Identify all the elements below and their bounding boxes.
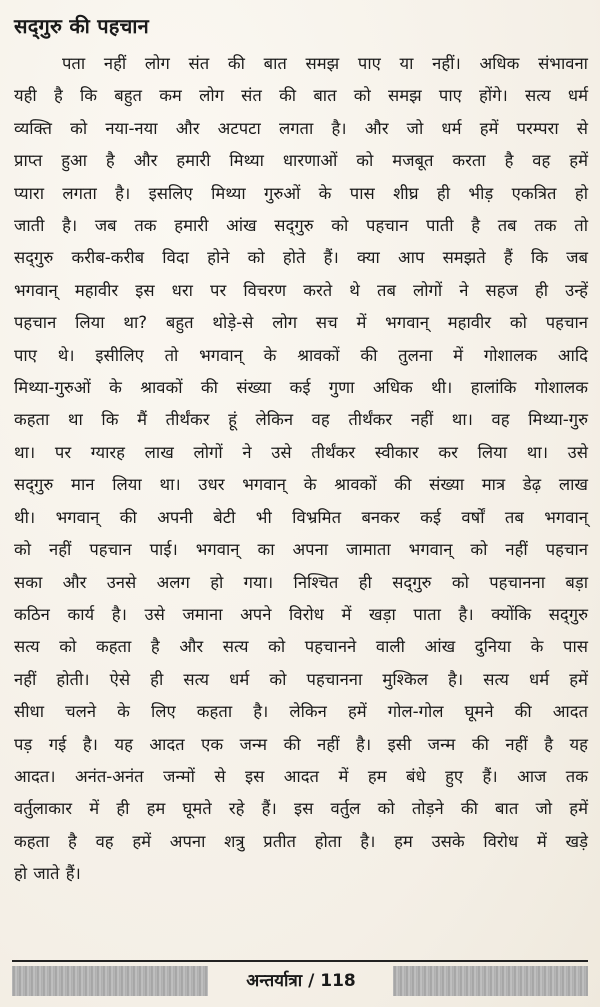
text-line: थी। भगवान् की अपनी बेटी भी विभ्रमित बनकर कई वर्षों तब भगवान् (14, 507, 588, 527)
text-line: सद्‌गुरु मान लिया था। उधर भगवान् के श्रावकों की संख्या मात्र डेढ़ लाख (14, 475, 588, 495)
text-line: पता नहीं लोग संत की बात समझ पाए या नहीं। अधिक संभावना (62, 54, 588, 73)
text-line: कहता था कि मैं तीर्थंकर हूं लेकिन वह तीर्थंकर नहीं था। वह मिथ्या-गुरु (14, 410, 588, 430)
text-line: नहीं होती। ऐसे ही सत्य धर्म को पहचानना मुश्किल है। सत्य धर्म हमें (14, 669, 588, 689)
text-line: प्यारा लगता है। इसलिए मिथ्या गुरुओं के पास शीघ्र ही भीड़ एकत्रित हो (14, 183, 588, 203)
footer-rule (12, 960, 588, 962)
text-line: सद्‌गुरु करीब-करीब विदा होने को होते हैं। क्या आप समझते हैं कि जब (14, 248, 588, 268)
text-line: मिथ्या-गुरुओं के श्रावकों की संख्या कई गुणा अधिक थी। हालांकि गोशालक (14, 378, 588, 398)
text-line: सका और उनसे अलग हो गया। निश्चित ही सद्‌गुरु को पहचानना बड़ा (14, 572, 588, 592)
text-line: सीधा चलने के लिए कहता है। लेकिन हमें गोल-गोल घूमने की आदत (14, 702, 588, 722)
footer-separator: / (308, 971, 315, 991)
text-line: पड़ गई है। यह आदत एक जन्म की नहीं है। इसी जन्म की नहीं है यह (14, 734, 588, 754)
text-line: पाए थे। इसीलिए तो भगवान् के श्रावकों की तुलना में गोशालक आदि (14, 345, 588, 365)
text-line: सत्य को कहता है और सत्य को पहचानने वाली आंख दुनिया के पास (14, 637, 588, 657)
section-heading: सद्‌गुरु की पहचान (14, 14, 149, 38)
text-line: प्राप्त हुआ है और हमारी मिथ्या धारणाओं को मजबूत करता है वह हमें (14, 151, 588, 171)
footer-band-right (393, 966, 588, 996)
text-line: आदत। अनंत-अनंत जन्मों से इस आदत में हम बंधे हुए हैं। आज तक (14, 766, 588, 786)
text-line: हो जाते हैं। (14, 864, 81, 884)
body-paragraph (14, 48, 588, 891)
text-line: था। पर ग्यारह लाख लोगों ने उसे तीर्थंकर स्वीकार कर लिया था। उसे (14, 442, 588, 462)
text-line: यही है कि बहुत कम लोग संत की बात को समझ पाए होंगे। सत्य धर्म (14, 86, 588, 106)
text-line: को नहीं पहचान पाई। भगवान् का अपना जामाता भगवान् को नहीं पहचान (14, 540, 588, 560)
page-number: 118 (320, 971, 356, 991)
text-line: जाती है। जब तक हमारी आंख सद्‌गुरु को पहचान पाती है तब तक तो (14, 216, 588, 236)
text-line: वर्तुलाकार में ही हम घूमते रहे हैं। इस वर्तुल को तोड़ने की बात जो हमें (14, 799, 588, 819)
page-footer (215, 968, 387, 991)
text-line: व्यक्ति को नया-नया और अटपटा लगता है। और जो धर्म हमें परम्परा से (14, 118, 588, 138)
text-line: भगवान् महावीर इस धरा पर विचरण करते थे तब लोगों ने सहज ही उन्हें (14, 280, 588, 300)
text-line: कठिन कार्य है। उसे जमाना अपने विरोध में खड़ा पाता है। क्योंकि सद्‌गुरु (14, 604, 588, 624)
text-line: पहचान लिया था? बहुत थोड़े-से लोग सच में भगवान् महावीर को पहचान (14, 313, 588, 333)
footer-band-left (12, 966, 208, 996)
text-line: कहता है वह हमें अपना शत्रु प्रतीत होता है। हम उसके विरोध में खड़े (14, 831, 588, 851)
book-title: अन्तर्यात्रा (246, 971, 303, 991)
